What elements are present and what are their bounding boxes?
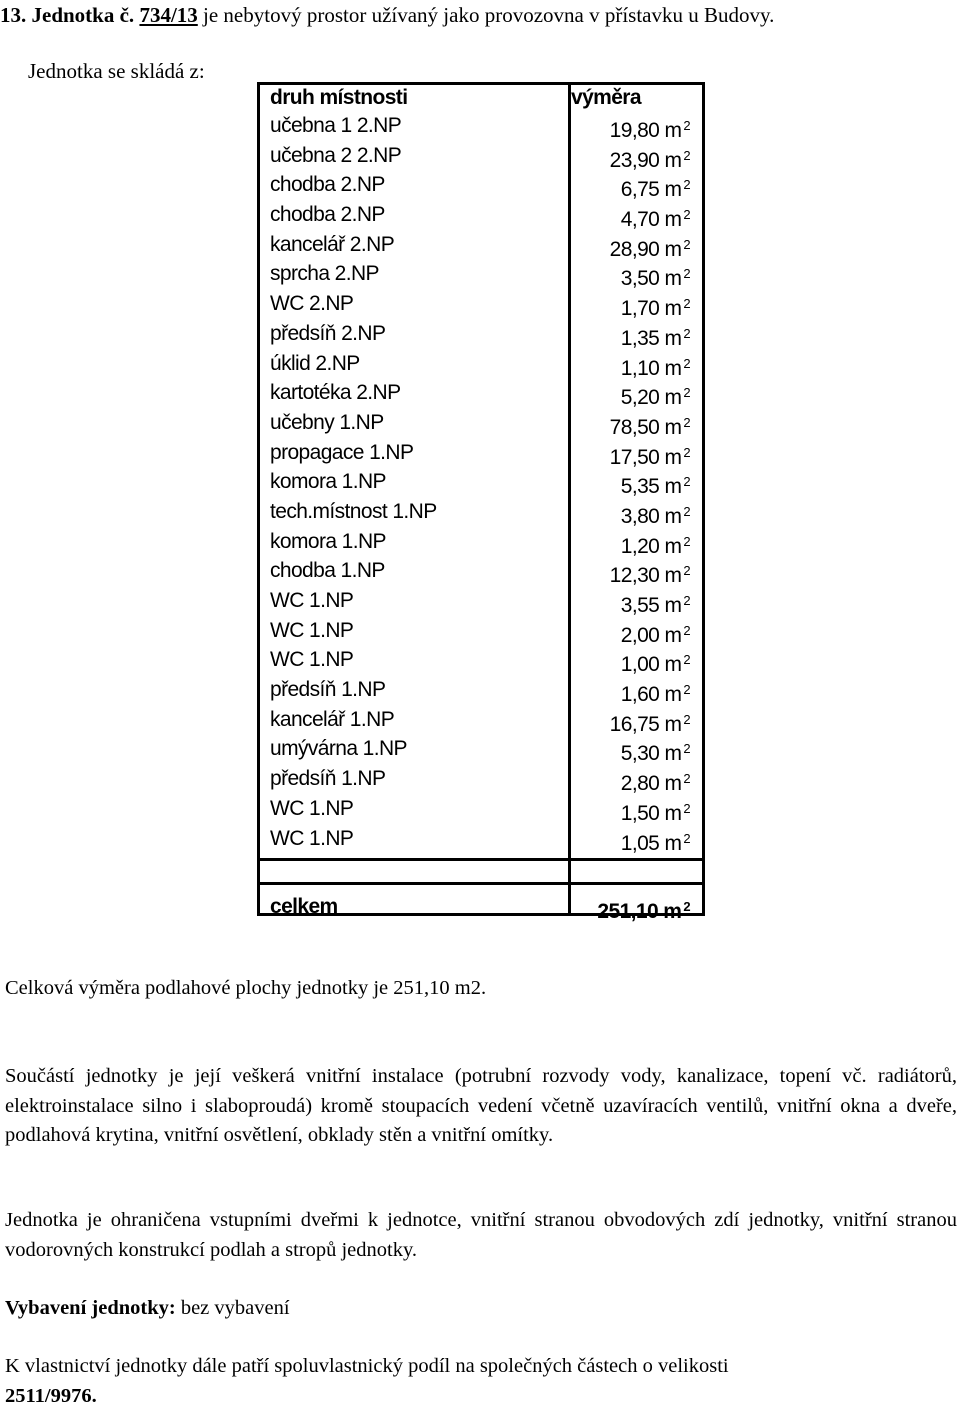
room-area-exponent: 2 (683, 325, 690, 341)
equipment-value: bez vybavení (175, 1297, 290, 1319)
room-area-exponent: 2 (683, 593, 690, 608)
room-area-value: 1,35 m (620, 326, 682, 350)
room-area-value: 1,60 m (620, 683, 682, 707)
room-area-exponent: 2 (683, 711, 690, 727)
table-row (260, 230, 702, 260)
unit-id: 734/13 (139, 3, 198, 27)
total-area-exponent: 2 (683, 899, 690, 915)
table-row (260, 824, 702, 854)
table-row (260, 438, 702, 468)
room-area-exponent: 2 (683, 563, 690, 579)
header-area: výměra (571, 86, 641, 109)
equipment-label: Vybavení jednotky: (5, 1297, 176, 1319)
room-area-value: 6,75 m (620, 178, 682, 202)
table-row (260, 794, 702, 824)
table-row (260, 319, 702, 349)
table-row (260, 141, 702, 171)
section-heading-text: je nebytový prostor užívaný jako provozovna v přístavku u Budovy. (197, 3, 775, 27)
room-name: kartotéka 2.NP (270, 381, 401, 405)
room-name: učebna 1 2.NP (270, 114, 402, 137)
room-area-exponent: 2 (683, 474, 690, 490)
room-area-exponent: 2 (683, 207, 690, 223)
room-name: WC 1.NP (270, 589, 354, 612)
room-name: předsíň 1.NP (270, 767, 386, 791)
room-area-exponent: 2 (683, 444, 690, 460)
room-area-value: 1,10 m (620, 356, 682, 380)
total-area-paragraph: Celková výměra podlahové plochy jednotky je 251,10 m2. (5, 977, 487, 999)
table-row (260, 289, 702, 319)
ownership-share-paragraph (5, 1352, 957, 1411)
room-name: předsíň 1.NP (270, 678, 386, 702)
room-area-value: 1,50 m (620, 801, 682, 825)
room-area-exponent: 2 (683, 830, 690, 846)
table-row (260, 200, 702, 230)
room-area-exponent: 2 (683, 266, 690, 282)
room-name: WC 1.NP (270, 826, 354, 850)
table-total-row (260, 885, 702, 929)
room-name: WC 2.NP (270, 292, 354, 316)
room-area-value: 3,50 m (620, 267, 682, 291)
table-row (260, 616, 702, 646)
room-name: WC 1.NP (270, 618, 354, 642)
installations-paragraph: Součástí jednotky je její veškerá vnitřní instalace (potrubní rozvody vody, kanalizace, topení vč. radiátorů, elektroinstalace silno i slaboproudá) kromě stoupacích vedení včetně uzavíracích ventilů, vnitřní okna a dveře, podlahová krytina, vnitřní osvětlení, obklady stěn a vnitřní omítky. (5, 1065, 957, 1146)
room-area-exponent: 2 (683, 622, 690, 638)
room-area-value: 4,70 m (620, 208, 682, 232)
room-area-value: 5,30 m (620, 742, 682, 766)
room-name: předsíň 2.NP (270, 321, 386, 345)
table-body (260, 111, 702, 853)
total-area (597, 885, 690, 934)
room-name: umývárna 1.NP (270, 737, 407, 761)
room-area-exponent: 2 (683, 236, 690, 252)
table-row (260, 170, 702, 200)
table-row (260, 349, 702, 379)
room-area-exponent: 2 (683, 147, 690, 163)
room-area-value: 2,80 m (620, 772, 682, 796)
boundary-paragraph: Jednotka je ohraničena vstupními dveřmi k jednotce, vnitřní stranou obvodových zdí jednotky, vnitřní stranou vodorovných konstrukcí podlah a stropů jednotky. (5, 1209, 957, 1261)
room-area-exponent: 2 (683, 771, 690, 787)
total-label: celkem (270, 895, 338, 919)
table-row (260, 734, 702, 764)
room-name: propagace 1.NP (270, 440, 414, 464)
ownership-share-value: 2511/9976. (5, 1384, 97, 1407)
table-header-row (260, 85, 702, 111)
composition-intro: Jednotka se skládá z: (28, 59, 205, 83)
room-name: sprcha 2.NP (270, 262, 379, 286)
total-area-value: 251,10 m (597, 900, 682, 924)
room-area (621, 824, 690, 859)
equipment-paragraph (5, 1294, 957, 1324)
room-area-value: 1,00 m (620, 653, 682, 677)
room-area-exponent: 2 (683, 385, 690, 401)
room-area-value: 3,80 m (620, 504, 682, 528)
room-area-exponent: 2 (683, 503, 690, 519)
table-row (260, 586, 702, 616)
ownership-share-text: K vlastnictví jednotky dále patří spoluvlastnický podíl na společných částech o velikosti (5, 1355, 729, 1377)
room-area-value: 3,55 m (620, 594, 682, 617)
room-area-table (257, 82, 705, 924)
table-row (260, 467, 702, 497)
section-number-label: 13. Jednotka č. (0, 3, 135, 27)
table-row (260, 408, 702, 438)
room-area-exponent: 2 (683, 355, 690, 371)
room-area-exponent: 2 (683, 118, 690, 133)
room-name: WC 1.NP (270, 648, 354, 672)
table-empty-row (260, 858, 702, 885)
room-area-exponent: 2 (683, 652, 690, 668)
section-heading (0, 2, 774, 28)
room-area-value: 23,90 m (609, 148, 682, 172)
header-room-type: druh místnosti (270, 86, 408, 109)
table-row (260, 675, 702, 705)
room-name: chodba 2.NP (270, 173, 385, 197)
table-row (260, 645, 702, 675)
room-area-exponent: 2 (683, 177, 690, 193)
room-name: učebny 1.NP (270, 410, 384, 434)
table-row (260, 111, 702, 141)
room-name: WC 1.NP (270, 796, 354, 820)
room-name: úklid 2.NP (270, 351, 360, 375)
room-area-exponent: 2 (683, 682, 690, 698)
room-area-exponent: 2 (683, 741, 690, 757)
room-name: kancelář 1.NP (270, 707, 395, 731)
room-area-exponent: 2 (683, 800, 690, 816)
room-name: chodba 1.NP (270, 559, 385, 583)
table-row (260, 764, 702, 794)
room-area-value: 5,20 m (620, 386, 682, 410)
room-area-value: 5,35 m (620, 475, 682, 499)
room-area-value: 28,90 m (609, 237, 682, 261)
table-row (260, 259, 702, 289)
room-area-value: 16,75 m (609, 712, 682, 736)
room-name: komora 1.NP (270, 470, 386, 494)
table-row (260, 556, 702, 586)
room-area-value: 1,05 m (620, 831, 682, 855)
room-name: chodba 2.NP (270, 203, 385, 227)
table-row (260, 527, 702, 557)
room-name: učebna 2 2.NP (270, 143, 402, 167)
room-area-value: 19,80 m (609, 119, 682, 142)
table-row (260, 497, 702, 527)
room-area-value: 12,30 m (609, 564, 682, 588)
room-area-value: 2,00 m (620, 623, 682, 647)
room-area-value: 1,20 m (620, 534, 682, 558)
room-area-exponent: 2 (683, 533, 690, 549)
room-area-value: 1,70 m (620, 297, 682, 321)
table-row (260, 705, 702, 735)
room-area-exponent: 2 (683, 414, 690, 430)
room-name: kancelář 2.NP (270, 232, 395, 256)
table-row (260, 378, 702, 408)
room-name: komora 1.NP (270, 529, 386, 553)
room-area-value: 17,50 m (609, 445, 682, 469)
room-area-exponent: 2 (683, 296, 690, 312)
room-area-value: 78,50 m (609, 415, 682, 439)
room-name: tech.místnost 1.NP (270, 499, 437, 523)
